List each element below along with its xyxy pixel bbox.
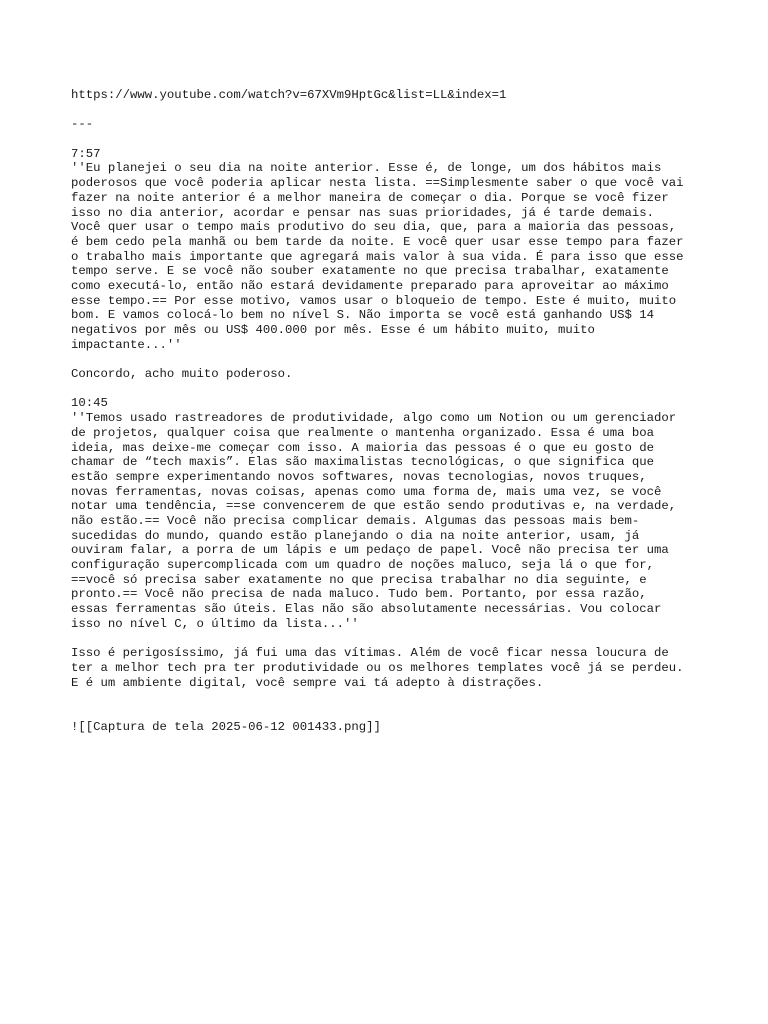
quote-block-1	[71, 161, 711, 352]
image-embed: ![[Captura de tela 2025-06-12 001433.png]]	[71, 719, 381, 734]
quote-line: chamar de “tech maxis”. Elas são maximalistas tecnológicas, o que significa que	[71, 455, 654, 470]
quote-line: negativos por mês ou US$ 400.000 por mês. Esse é um hábito muito, muito	[71, 323, 595, 337]
quote-line: fazer na noite anterior é a melhor maneira de começar o dia. Porque se você fizer	[71, 190, 669, 205]
quote-line: sucedidas do mundo, quando estão planejando o dia na noite anterior, usam, já	[71, 528, 640, 543]
quote-line: o trabalho mais importante que agregará mais valor à sua vida. É para isso que esse	[71, 249, 684, 264]
spacer	[71, 132, 711, 147]
quote-line: não estão.== Você não precisa complicar demais. Algumas das pessoas mais bem-	[71, 513, 640, 528]
quote-line: novas ferramentas, novas coisas, apenas como uma forma de, mais uma vez, se você	[71, 484, 662, 499]
quote-line: ==você só precisa saber exatamente no que precisa trabalhar no dia seguinte, e	[71, 572, 647, 587]
comment-1: Concordo, acho muito poderoso.	[71, 367, 293, 382]
quote-line: Você quer usar o tempo mais produtivo do seu dia, que, para a maioria das pessoas,	[71, 220, 677, 235]
separator: ---	[71, 117, 94, 132]
quote-line: como executá-lo, então não estará devidamente preparado para aproveitar ao máximo	[71, 278, 669, 293]
quote-line: poderosos que você poderia aplicar nesta lista. ==Simplesmente saber o que você vai	[71, 176, 684, 191]
quote-line: estão sempre experimentando novos softwares, novas tecnologias, novos truques,	[71, 469, 647, 484]
quote-line: isso no nível C, o último da lista...''	[71, 616, 359, 631]
spacer	[71, 382, 711, 397]
quote-line: impactante...''	[71, 337, 182, 352]
quote-line: é bem cedo pela manhã ou bem tarde da noite. E você quer usar esse tempo para fazer	[71, 234, 684, 249]
quote-line: ideia, mas deixe-me começar com isso. A maioria das pessoas é o que eu gosto de	[71, 440, 654, 455]
quote-line: isso no dia anterior, acordar e pensar nas suas prioridades, já é tarde demais.	[71, 205, 654, 220]
quote-line: esse tempo.== Por esse motivo, vamos usar o bloqueio de tempo. Este é muito, muito	[71, 293, 677, 308]
quote-block-2	[71, 411, 711, 631]
comment-2	[71, 646, 711, 690]
quote-line: ouviram falar, a porra de um lápis e um pedaço de papel. Você não precisa ter uma	[71, 543, 669, 558]
note-document	[71, 88, 711, 734]
quote-line: ''Temos usado rastreadores de produtividade, algo como um Notion ou um gerenciador	[71, 411, 677, 426]
quote-line: configuração supercomplicada com um quadro de noções maluco, seja lá o que for,	[71, 558, 654, 572]
comment-line: Isso é perigosíssimo, já fui uma das vítimas. Além de você ficar nessa loucura de	[71, 646, 669, 661]
spacer	[71, 631, 711, 646]
quote-line: essas ferramentas são úteis. Elas não são absolutamente necessárias. Vou colocar	[71, 602, 662, 617]
spacer	[71, 352, 711, 367]
quote-line: bom. E vamos colocá-lo bem no nível S. Não importa se você está ganhando US$ 14	[71, 308, 654, 323]
spacer	[71, 103, 711, 118]
quote-line: ''Eu planejei o seu dia na noite anterior. Esse é, de longe, um dos hábitos mais	[71, 161, 662, 176]
source-url: https://www.youtube.com/watch?v=67XVm9HptGc&list=LL&index=1	[71, 88, 507, 102]
quote-line: pronto.== Você não precisa de nada maluco. Tudo bem. Portanto, por essa razão,	[71, 587, 647, 602]
quote-line: de projetos, qualquer coisa que realmente o mantenha organizado. Essa é uma boa	[71, 425, 654, 440]
spacer	[71, 690, 711, 719]
comment-line: E é um ambiente digital, você sempre vai tá adepto à distrações.	[71, 675, 544, 690]
comment-line: ter a melhor tech pra ter produtividade ou os melhores templates você já se perdeu.	[71, 660, 684, 675]
timestamp-1: 7:57	[71, 146, 101, 161]
quote-line: tempo serve. E se você não souber exatamente no que precisa trabalhar, exatamente	[71, 264, 669, 279]
quote-line: notar uma tendência, ==se convencerem de que estão sendo produtivas e, na verdade,	[71, 499, 677, 514]
timestamp-2: 10:45	[71, 396, 108, 411]
